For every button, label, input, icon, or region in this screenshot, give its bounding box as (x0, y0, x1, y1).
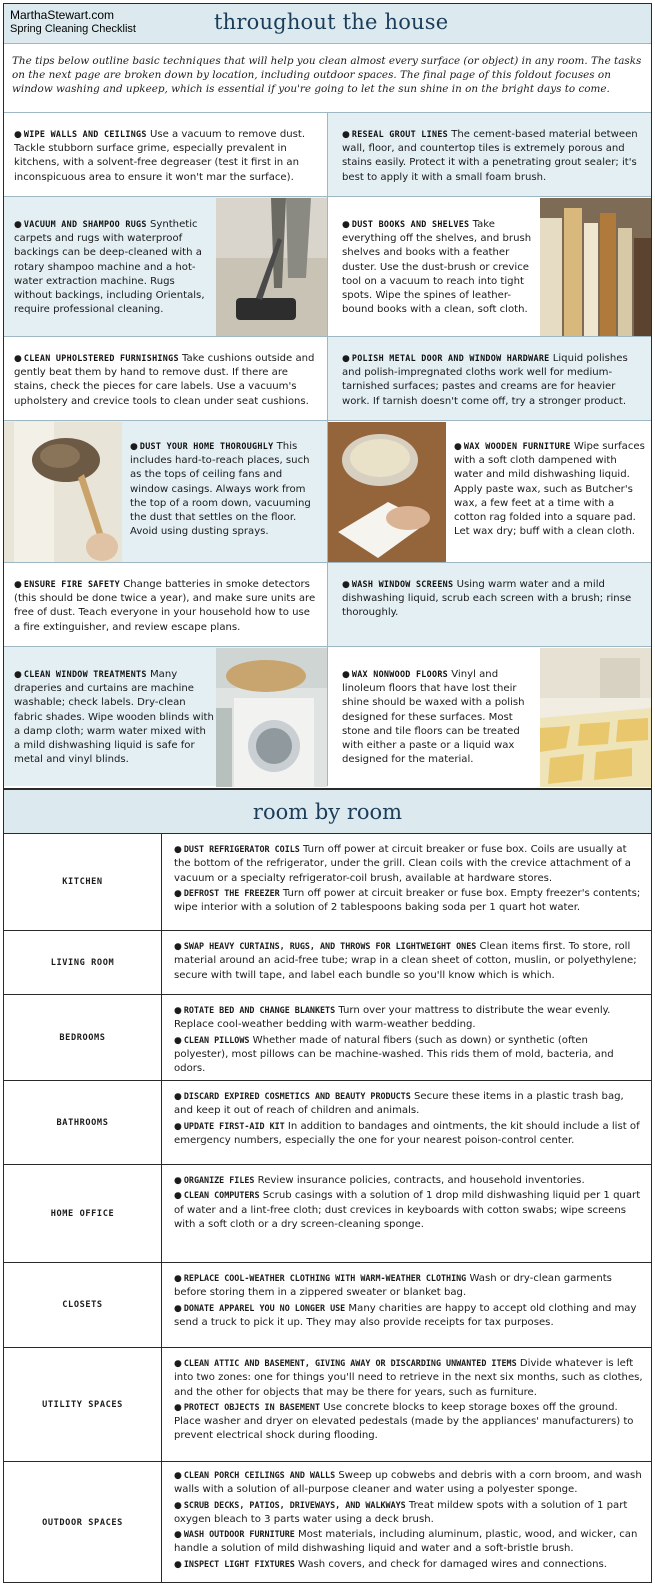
tip-text (14, 667, 214, 767)
floor-photo (540, 648, 651, 787)
task-body: Review insurance policies, contracts, and household inventories. (254, 1175, 585, 1186)
tip-heading: VACUUM AND SHAMPOO RUGS (23, 219, 147, 229)
bullet-icon: ● (342, 670, 350, 680)
room-tasks (174, 842, 644, 915)
intro-paragraph: The tips below outline basic techniques that will help you clean almost every surface (or object) in any room. The tasks on the next page are broken down by location, including outdoor spaces. The final page of this foldout focuses on window washing and upkeep, which is essential if you're going to let the sun shine in on the bright days to come. (12, 55, 642, 95)
task-item (174, 1271, 644, 1301)
task-item (174, 1498, 644, 1528)
task-item (174, 1173, 644, 1188)
tip-heading: WIPE WALLS AND CEILINGS (23, 129, 147, 139)
books-photo (540, 198, 651, 337)
task-item (174, 1468, 644, 1498)
room-tasks (174, 1173, 644, 1232)
tip-body: Use a vacuum to remove dust. Tackle stubborn surface grime, especially prevalent in kitchens, with a solvent-free degreaser (test it first in an inconspicuous area to ensure it won't mar the surface). (14, 129, 306, 183)
room-row-living-room (4, 931, 651, 995)
tip-heading: DUST YOUR HOME THOROUGHLY (139, 441, 274, 451)
task-heading: SCRUB DECKS, PATIOS, DRIVEWAYS, AND WALKWAYS (183, 1499, 406, 1510)
task-item (174, 939, 644, 983)
task-heading: CLEAN PILLOWS (183, 1034, 250, 1045)
bullet-icon: ● (342, 580, 350, 590)
task-body: Treat mildew spots with a solution of 1 part oxygen bleach to 3 parts water using a deck brush. (174, 1499, 628, 1525)
tip-heading: DUST BOOKS AND SHELVES (351, 219, 470, 229)
tip-body: Synthetic carpets and rugs with waterproof backings can be deep-cleaned with a rotary shampoo machine and a hot-water extraction machine. Rugs without backings, including Orientals, require professional cleaning. (14, 219, 205, 316)
task-item (174, 1089, 644, 1119)
tip-dust-books (328, 196, 651, 336)
room-name: BATHROOMS (4, 1081, 162, 1164)
tip-heading: WAX NONWOOD FLOORS (351, 669, 449, 679)
tip-heading: ENSURE FIRE SAFETY (23, 579, 121, 589)
task-heading: DEFROST THE FREEZER (183, 887, 280, 898)
room-row-closets (4, 1263, 651, 1348)
bullet-icon: ● (174, 888, 182, 899)
tip-heading: CLEAN UPHOLSTERED FURNISHINGS (23, 353, 179, 363)
tip-reseal-grout (328, 112, 651, 196)
room-tasks (174, 939, 644, 983)
task-heading: CLEAN COMPUTERS (183, 1190, 260, 1201)
room-row-outdoor-spaces (4, 1462, 651, 1583)
room-name: OUTDOOR SPACES (4, 1462, 162, 1583)
task-body: Divide whatever is left into two zones: one for things you'll need to retrieve in the next six months, such as clothes, and the other for objects that may be there for years, such as furniture. (174, 1358, 643, 1398)
page-title: throughout the house (214, 10, 449, 34)
tip-wax-furniture (328, 420, 651, 562)
tip-heading: RESEAL GROUT LINES (351, 129, 449, 139)
task-heading: DISCARD EXPIRED COSMETICS AND BEAUTY PRODUCTS (183, 1091, 411, 1101)
task-body: Use concrete blocks to keep storage boxes off the ground. Place washer and dryer on elevated pedestals (made by the appliances' manufacturers) to prevent electrical shock during flooding. (174, 1401, 634, 1442)
task-heading: DONATE APPAREL YOU NO LONGER USE (183, 1302, 346, 1313)
tip-dust-home (4, 420, 327, 562)
bullet-icon: ● (454, 442, 462, 452)
task-body: Wash or dry-clean garments before storing them in a zippered sweater or blanket bag. (174, 1273, 612, 1299)
tip-body: Liquid polishes and polish-impregnated cloths work well for medium-tarnished surfaces; pastes and creams are for heavier work. If tarnish doesn't come off, try a stronger product. (342, 353, 628, 407)
bullet-icon: ● (342, 354, 350, 364)
task-item (174, 842, 644, 886)
task-heading: WASH OUTDOOR FURNITURE (183, 1529, 295, 1540)
bullet-icon: ● (14, 130, 22, 140)
tip-heading: WASH WINDOW SCREENS (351, 579, 454, 589)
tip-body: The cement-based material between wall, floor, and countertop tiles is extremely porous and stains easily. Protect it with a penetrating grout sealer; it's best to apply it with a small foam brush. (342, 129, 638, 183)
tip-text (342, 667, 536, 767)
task-item (174, 1188, 644, 1232)
task-item (174, 886, 644, 916)
task-body: Turn over your mattress to distribute the wear evenly. Replace cool-weather bedding with warm-weather bedding. (174, 1005, 611, 1031)
bullet-icon: ● (174, 1303, 182, 1314)
task-body: Many charities are happy to accept old clothing and may send a truck to pick it up. They may also provide receipts for tax purposes. (174, 1302, 637, 1328)
bullet-icon: ● (174, 1402, 182, 1413)
task-body: Turn off power at circuit breaker or fuse box. Coils are usually at the bottom of the refrigerator, under the grill. Clean coils with the crevice attachment of a vacuum or a specialty refrigerator-coil brush, available at hardware stores. (174, 844, 631, 884)
bullet-icon: ● (174, 1359, 182, 1369)
task-heading: SWAP HEAVY CURTAINS, RUGS, AND THROWS FOR LIGHTWEIGHT ONES (183, 941, 477, 951)
task-heading: PROTECT OBJECTS IN BASEMENT (183, 1401, 320, 1412)
tip-clean-upholstery (4, 336, 327, 420)
bullet-icon: ● (342, 220, 350, 230)
room-name: HOME OFFICE (4, 1165, 162, 1262)
task-body: Secure these items in a plastic trash bag, and keep it out of reach of children and animals. (174, 1091, 624, 1117)
task-item (174, 1557, 644, 1572)
tip-polish-metal (328, 336, 651, 420)
bullet-icon: ● (174, 1471, 182, 1481)
room-by-room-header (4, 788, 651, 834)
duster-photo (4, 422, 122, 563)
task-heading: CLEAN ATTIC AND BASEMENT, GIVING AWAY OR DISCARDING UNWANTED ITEMS (183, 1358, 517, 1368)
task-heading: ROTATE BED AND CHANGE BLANKETS (183, 1005, 336, 1015)
tip-text (14, 577, 318, 635)
room-row-kitchen (4, 834, 651, 931)
bullet-icon: ● (174, 1191, 182, 1202)
bullet-icon: ● (174, 845, 182, 855)
room-row-bathrooms (4, 1081, 651, 1165)
task-heading: INSPECT LIGHT FIXTURES (183, 1558, 295, 1569)
task-body: Whether made of natural fibers (such as down) or synthetic (often polyester), most pillows can be machine-washed. This rids them of mold, bacteria, and odors. (174, 1034, 614, 1075)
tip-text (342, 351, 644, 409)
room-row-utility-spaces (4, 1348, 651, 1462)
bullet-icon: ● (174, 1121, 182, 1132)
room-tasks (174, 1356, 644, 1444)
room-row-home-office (4, 1165, 651, 1263)
task-heading: CLEAN PORCH CEILINGS AND WALLS (183, 1470, 336, 1480)
task-body: Most materials, including aluminum, plastic, wood, and wicker, can handle a solution of mild dishwashing liquid and water and a soft-bristle brush. (174, 1529, 638, 1555)
tip-body: Many draperies and curtains are machine washable; check labels. Dry-clean fabric shades. Wipe wooden blinds with a damp cloth; warm water mixed with a mild dishwashing liquid is safe for metal and vinyl blinds. (14, 669, 214, 766)
tip-text (454, 439, 646, 539)
task-body: Wash covers, and check for damaged wires and connections. (294, 1558, 607, 1570)
task-item (174, 1033, 644, 1077)
bullet-icon: ● (130, 442, 138, 452)
bullet-icon: ● (174, 1035, 182, 1046)
tip-body: Take everything off the shelves, and brush shelves and books with a feather duster. Use the dust-brush or crevice tool on a vacuum to reach into tight spots. Wipe the spines of leather-bound books with a clean, soft cloth. (342, 219, 532, 316)
bullet-icon: ● (14, 354, 22, 364)
tip-text (130, 439, 320, 539)
room-tasks (174, 1468, 644, 1572)
site-name: MarthaStewart.com (10, 8, 115, 22)
tip-text (14, 217, 214, 317)
wax-photo (328, 422, 446, 563)
task-body: Turn off power at circuit breaker or fuse box. Empty freezer's contents; wipe interior with a solution of 2 tablespoons baking soda per 1 quart hot water. (174, 887, 641, 914)
tip-body: Wipe surfaces with a soft cloth dampened with water and mild dishwashing liquid. Apply paste wax, such as Butcher's wax, a few feet at a time with a cotton rag folded into a square pad. Let wax dry; buff with a clean cloth. (454, 441, 645, 538)
bullet-icon: ● (174, 1530, 182, 1541)
task-heading: ORGANIZE FILES (183, 1175, 255, 1185)
page-header (4, 4, 651, 44)
task-body: Sweep up cobwebs and debris with a corn broom, and wash walls with a solution of all-purpose cleaner and water using a polyester sponge. (174, 1470, 642, 1496)
task-item (174, 1119, 644, 1149)
bullet-icon: ● (14, 670, 22, 680)
bullet-icon: ● (14, 580, 22, 590)
brand-block (10, 8, 136, 36)
tip-text (342, 217, 534, 317)
tip-body: Using warm water and a mild dishwashing liquid, scrub each screen with a brush; rinse thoroughly. (342, 579, 632, 619)
tip-body: Change batteries in smoke detectors (this should be done twice a year), and make sure units are free of dust. Teach everyone in your household how to use a fire extinguisher, and review escape plans. (14, 579, 316, 633)
task-heading: DUST REFRIGERATOR COILS (183, 844, 300, 854)
bullet-icon: ● (174, 1006, 182, 1016)
bullet-icon: ● (14, 220, 22, 230)
bullet-icon: ● (174, 1092, 182, 1102)
room-tasks (174, 1271, 644, 1330)
bullet-icon: ● (342, 130, 350, 140)
task-item (174, 1527, 644, 1557)
tip-window-screens (328, 562, 651, 646)
task-item (174, 1400, 644, 1444)
task-body: Scrub casings with a solution of 1 drop mild dishwashing liquid per 1 quart of water and a lint-free cloth; dust crevices in keyboards with cotton swabs; wipe screens with a soft cloth or a dry screen-cleaning sponge. (174, 1190, 641, 1230)
bullet-icon: ● (174, 1500, 182, 1511)
task-item (174, 1356, 644, 1400)
washer-photo (216, 648, 327, 787)
bullet-icon: ● (174, 1559, 182, 1570)
bullet-icon: ● (174, 1176, 182, 1186)
tip-body: Take cushions outside and gently beat them by hand to remove dust. If there are stains, check the pieces for care labels. Use a vacuum's upholstery and crevice tools to clean under seat cushions. (14, 353, 315, 407)
room-name: CLOSETS (4, 1263, 162, 1347)
room-tasks (174, 1089, 644, 1148)
checklist-page (3, 3, 652, 1583)
bullet-icon: ● (174, 1274, 182, 1284)
room-name: LIVING ROOM (4, 931, 162, 994)
tip-heading: WAX WOODEN FURNITURE (463, 441, 571, 451)
tip-body: This includes hard-to-reach places, such as the tops of ceiling fans and window casings. Always work from the top of a room down, vacuuming the dust that settles on the floor. Avoid using dusting sprays. (130, 441, 311, 538)
task-heading: REPLACE COOL-WEATHER CLOTHING WITH WARM-WEATHER CLOTHING (183, 1273, 467, 1283)
task-item (174, 1301, 644, 1331)
tip-wipe-walls (4, 112, 327, 196)
tip-heading: POLISH METAL DOOR AND WINDOW HARDWARE (351, 353, 550, 363)
tip-body: Vinyl and linoleum floors that have lost their shine should be waxed with a polish designed for these surfaces. Most stone and tile floors can be treated with either a paste or a liquid wax designed for the material. (342, 669, 525, 766)
vacuum-photo (216, 198, 327, 337)
tip-text (14, 127, 318, 185)
tip-text (14, 351, 318, 409)
task-body: Clean items first. To store, roll material around an acid-free tube; wrap in a clean sheet of cotton, muslin, or polyethylene; secure with twill tape, and label each bundle so you'll know which is which. (174, 941, 637, 981)
tip-wax-floors (328, 646, 651, 786)
room-tasks (174, 1003, 644, 1076)
tip-text (342, 577, 644, 621)
tip-window-treatments (4, 646, 327, 786)
task-body: In addition to bandages and ointments, the kit should include a list of emergency numbers, especially the one for your nearest poison-control center. (174, 1120, 640, 1146)
room-name: BEDROOMS (4, 995, 162, 1080)
section-title: room by room (252, 800, 403, 824)
tip-vacuum-rugs (4, 196, 327, 336)
tip-heading: CLEAN WINDOW TREATMENTS (23, 669, 147, 679)
tip-text (342, 127, 644, 185)
room-name: KITCHEN (4, 834, 162, 930)
task-heading: UPDATE FIRST-AID KIT (183, 1120, 285, 1131)
room-row-bedrooms (4, 995, 651, 1081)
room-name: UTILITY SPACES (4, 1348, 162, 1461)
checklist-subtitle: Spring Cleaning Checklist (10, 23, 136, 35)
tip-fire-safety (4, 562, 327, 646)
bullet-icon: ● (174, 942, 182, 952)
task-item (174, 1003, 644, 1033)
